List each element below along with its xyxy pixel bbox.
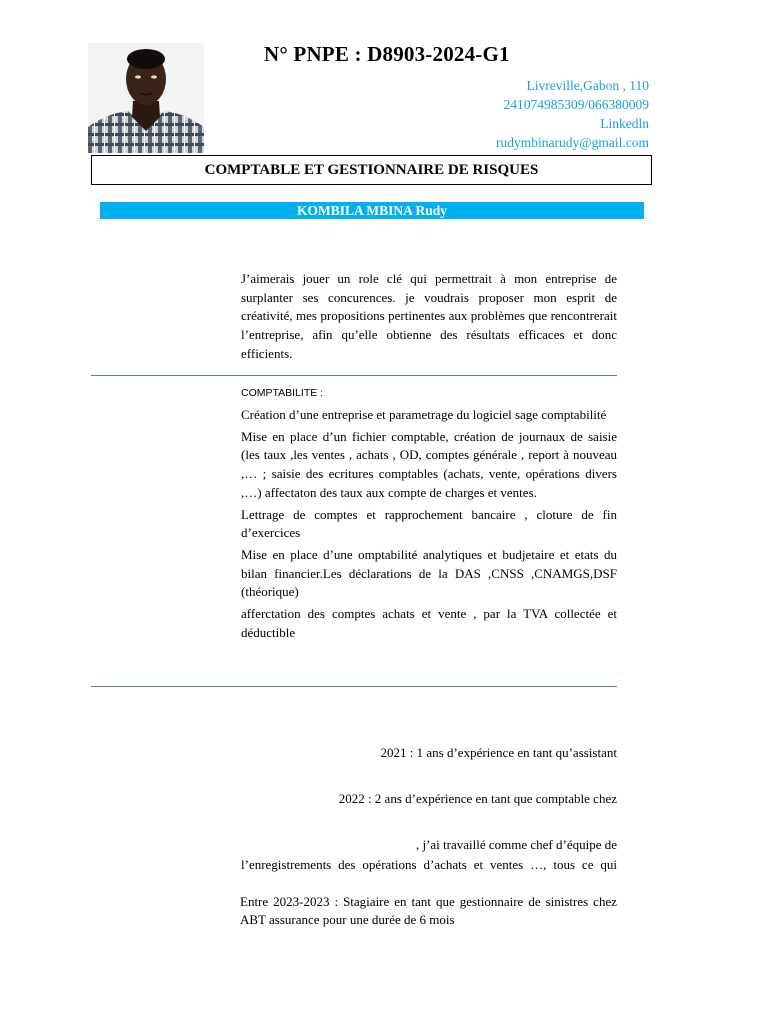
profile-text: J’aimerais jouer un role clé qui permettrait à mon entreprise de surplanter ses concurences. je voudrais proposer mon esprit de créativité, mes propositions pertinentes aux problèmes que rencontrerait l’entreprise, afin qu’elle obtienne des résultats efficaces et donc efficients. [241, 271, 617, 361]
experience-item: , j’ai travaillé comme chef d’équipe de [415, 837, 617, 852]
contact-address: Livreville,Gabon , 110 [526, 78, 649, 93]
skill-item: Mise en place d’un fichier comptable, création de journaux de saisie (les taux ,les ventes , achats , OD, comptes générale , report à nouveau ,… ; saisie des ecritures comptables (achats, vente, opérations divers ,…) affectaton des taux aux compte de charges et ventes. [241, 428, 617, 500]
section-divider [91, 375, 617, 376]
skill-item: afferctation des comptes achats et vente , par la TVA collectée et déductible [241, 606, 617, 640]
profile-section [241, 270, 617, 364]
skill-item: Lettrage de comptes et rapprochement bancaire , cloture de fin d’exercices [241, 506, 617, 541]
experience-item: l’enregistrements des opérations d’achats et ventes …, tous ce qui [241, 857, 617, 872]
skills-list [241, 406, 617, 645]
contact-email[interactable]: rudymbinarudy@gmail.com [495, 135, 649, 150]
pnpe-number: N° PNPE : D8903-2024-G1 [264, 42, 510, 66]
experience-item: 2021 : 1 ans d’expérience en tant qu’assistant [380, 745, 617, 760]
job-title: COMPTABLE ET GESTIONNAIRE DE RISQUES [91, 155, 652, 185]
experience-item: 2022 : 2 ans d’expérience en tant que comptable chez [338, 791, 617, 806]
contact-phones: 241074985309/066380009 [503, 97, 649, 112]
section-divider [91, 686, 617, 687]
contact-block [496, 76, 649, 152]
skill-item: Création d’une entreprise et parametrage du logiciel sage comptabilité [241, 407, 607, 422]
skills-label: COMPTABILITE : [241, 387, 324, 399]
skill-item: Mise en place d’une omptabilité analytiques et budjetaire et etats du bilan financier.Les déclarations de la DAS ,CNSS ,CNAMGS,DSF (théorique) [241, 546, 617, 600]
full-name-banner: KOMBILA MBINA Rudy [100, 202, 644, 219]
experience-item: Entre 2023-2023 : Stagiaire en tant que gestionnaire de sinistres chez ABT assurance pour une durée de 6 mois [240, 894, 617, 927]
profile-photo [88, 43, 204, 153]
contact-linkedin[interactable]: Linkedln [600, 116, 649, 131]
